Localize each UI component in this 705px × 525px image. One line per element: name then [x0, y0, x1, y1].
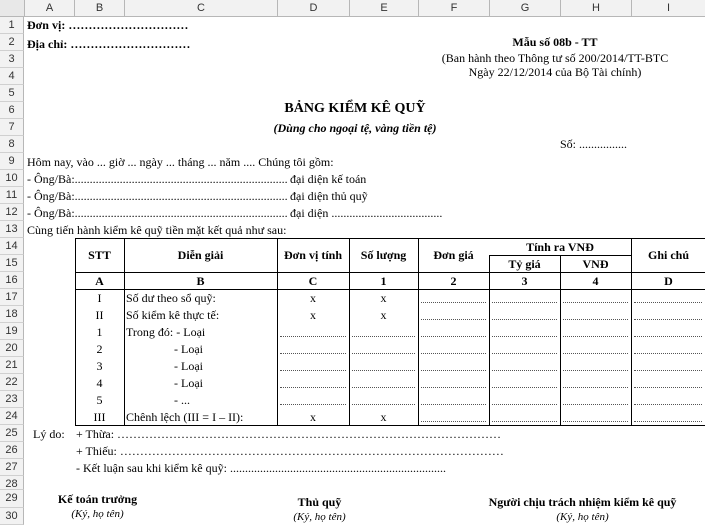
table-row-desc: - ...: [126, 393, 190, 407]
decree-date: Ngày 22/12/2014 của Bộ Tài chính): [468, 65, 642, 79]
column-header-a[interactable]: A: [25, 0, 75, 16]
row-header-6[interactable]: 6: [0, 102, 24, 119]
row-header-11[interactable]: 11: [0, 187, 24, 204]
reason-shortage: + Thiếu: ……………………………………………………………………………………: [76, 444, 504, 458]
table-row-qty: x: [380, 410, 387, 424]
column-header-bar: [0, 0, 705, 17]
row-header-14[interactable]: 14: [0, 238, 24, 255]
table-row-stt: 5: [96, 393, 103, 407]
row-header-10[interactable]: 10: [0, 170, 24, 187]
intro-line: Hôm nay, vào ... giờ ... ngày ... tháng ... năm .... Chúng tôi gồm:: [27, 155, 334, 169]
document-number: Số: ................: [560, 137, 628, 151]
row-header-12[interactable]: 12: [0, 204, 24, 221]
row-header-13[interactable]: 13: [0, 221, 24, 238]
column-header-c[interactable]: C: [125, 0, 278, 16]
reason-conclusion: - Kết luận sau khi kiểm kê quỹ: ........................................................................: [76, 461, 446, 475]
unit-line: Đơn vị: …………………………: [27, 18, 189, 32]
signature-treasurer: Thủ quỹ: [297, 495, 342, 509]
column-header-d[interactable]: D: [278, 0, 350, 16]
code-cell: 2: [450, 274, 457, 288]
row-header-3[interactable]: 3: [0, 51, 24, 68]
row-header-16[interactable]: 16: [0, 272, 24, 289]
decree-line: (Ban hành theo Thông tư số 200/2014/TT-BTC: [441, 51, 669, 65]
row-header-5[interactable]: 5: [0, 85, 24, 102]
row-header-9[interactable]: 9: [0, 153, 24, 170]
row-header-28[interactable]: 28: [0, 476, 24, 490]
form-number: Mẫu số 08b - TT: [512, 35, 598, 49]
row-header-30[interactable]: 30: [0, 508, 24, 525]
column-header-b[interactable]: B: [75, 0, 125, 16]
table-row-stt: 1: [96, 325, 103, 339]
table-row-desc: Số kiểm kê thực tế:: [126, 308, 220, 322]
row-header-4[interactable]: 4: [0, 68, 24, 85]
row-header-15[interactable]: 15: [0, 255, 24, 272]
row-header-20[interactable]: 20: [0, 340, 24, 357]
header-dien-giai: Diễn giải: [177, 248, 224, 262]
table-row-stt: 4: [96, 376, 103, 390]
row-header-2[interactable]: 2: [0, 34, 24, 51]
person-1-role: đại diện kế toán: [290, 172, 367, 186]
row-header-27[interactable]: 27: [0, 459, 24, 476]
page-title: BẢNG KIỂM KÊ QUỸ: [284, 101, 426, 116]
address-line: Địa chỉ: …………………………: [27, 37, 191, 51]
row-header-29[interactable]: 29: [0, 490, 24, 508]
row-header-21[interactable]: 21: [0, 357, 24, 374]
code-cell: D: [664, 274, 673, 288]
table-row-stt: III: [93, 410, 106, 424]
page-subtitle: (Dùng cho ngoại tệ, vàng tiền tệ): [273, 121, 437, 135]
table-row-unit: x: [310, 291, 316, 305]
row-header-22[interactable]: 22: [0, 374, 24, 391]
header-ty-gia: Tỷ giá: [508, 257, 541, 271]
result-line: Cùng tiến hành kiểm kê quỹ tiền mặt kết quả như sau:: [27, 223, 287, 237]
row-header-7[interactable]: 7: [0, 119, 24, 136]
code-cell: 3: [521, 274, 528, 288]
code-cell: 1: [380, 274, 387, 288]
table-row-desc: - Loại: [126, 359, 203, 373]
column-header-i[interactable]: I: [632, 0, 705, 16]
table-row-stt: I: [97, 291, 102, 305]
code-cell: B: [196, 274, 205, 288]
table-row-desc: Số dư theo sổ quỹ:: [126, 291, 216, 305]
row-header-23[interactable]: 23: [0, 391, 24, 408]
column-header-h[interactable]: H: [561, 0, 632, 16]
table-row-qty: x: [380, 308, 387, 322]
header-stt: STT: [88, 248, 111, 262]
row-header-24[interactable]: 24: [0, 408, 24, 425]
row-header-8[interactable]: 8: [0, 136, 24, 153]
signature-sub: (Ký, họ tên): [556, 511, 609, 523]
code-cell: 4: [592, 274, 599, 288]
header-don-vi-tinh: Đơn vị tính: [284, 248, 342, 262]
row-header-1[interactable]: 1: [0, 17, 24, 34]
person-2-role: đại diện thủ quỹ: [290, 189, 368, 203]
row-header-17[interactable]: 17: [0, 289, 24, 306]
table-row-stt: 3: [96, 359, 103, 373]
person-3-name: - Ông/Bà:.......................................................................: [27, 206, 288, 220]
signature-sub: (Ký, họ tên): [293, 511, 346, 523]
table-row-desc: Trong đó: - Loại: [126, 325, 206, 339]
table-row-unit: x: [310, 308, 316, 322]
column-header-f[interactable]: F: [419, 0, 490, 16]
table-row-desc: - Loại: [126, 342, 203, 356]
table-row-desc: - Loại: [126, 376, 203, 390]
row-header-19[interactable]: 19: [0, 323, 24, 340]
person-3-role: đại diện .....................................: [290, 206, 443, 220]
column-header-e[interactable]: E: [350, 0, 419, 16]
person-2-name: - Ông/Bà:.......................................................................: [27, 189, 288, 203]
column-header-g[interactable]: G: [490, 0, 561, 16]
table-row-qty: x: [380, 291, 387, 305]
reason-surplus: + Thừa: ……………………………………………………………………………………: [76, 427, 502, 441]
code-cell: C: [308, 274, 318, 288]
table-row-unit: x: [310, 410, 316, 424]
person-1-name: - Ông/Bà:.......................................................................: [27, 172, 288, 186]
select-all-corner[interactable]: [0, 0, 25, 16]
code-cell: A: [95, 274, 104, 288]
row-header-26[interactable]: 26: [0, 442, 24, 459]
table-row-stt: II: [95, 308, 104, 322]
header-so-luong: Số lượng: [360, 248, 407, 262]
row-header-18[interactable]: 18: [0, 306, 24, 323]
signature-chief-accountant: Kế toán trưởng: [57, 492, 138, 506]
header-don-gia: Đơn giá: [433, 248, 474, 262]
table-row-stt: 2: [96, 342, 103, 356]
signature-sub: (Ký, họ tên): [71, 508, 124, 520]
header-tinh-ra-vnd: Tính ra VNĐ: [526, 240, 594, 254]
header-vnd: VNĐ: [582, 257, 609, 271]
row-header-25[interactable]: 25: [0, 425, 24, 442]
table-row-desc: Chênh lệch (III = I – II):: [126, 410, 244, 424]
header-ghi-chu: Ghi chú: [647, 248, 689, 262]
signature-inventory-responsible: Người chịu trách nhiệm kiểm kê quỹ: [488, 495, 677, 509]
reason-label: Lý do:: [33, 427, 65, 441]
